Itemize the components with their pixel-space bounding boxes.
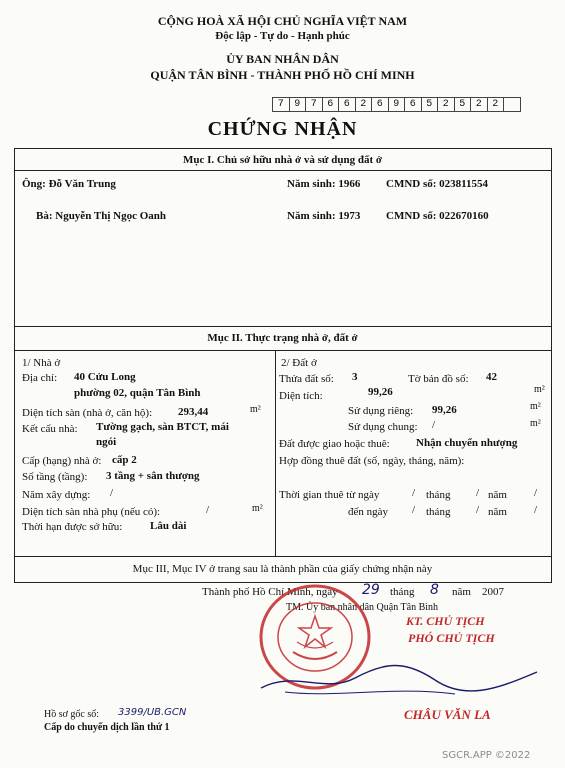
structure-line1: Tường gạch, sàn BTCT, mái — [96, 421, 229, 433]
country-name: CỘNG HOÀ XÃ HỘI CHỦ NGHĨA VIỆT NAM — [157, 14, 408, 28]
motto: Độc lập - Tự do - Hạnh phúc — [215, 30, 350, 42]
address-line1: 40 Cửu Long — [74, 371, 136, 383]
lease-to-label: đến ngày — [348, 506, 389, 518]
floor-area-unit: m² — [250, 404, 261, 415]
serial-digit: 9 — [290, 97, 307, 112]
address-label: Địa chỉ: — [22, 372, 58, 384]
year-label: năm — [452, 586, 471, 598]
lease-from-month-label: tháng — [426, 489, 451, 501]
issue-note: Cấp do chuyển dịch lần thứ 1 — [44, 722, 170, 733]
date-year: 2007 — [482, 586, 504, 598]
serial-digit: 6 — [372, 97, 389, 112]
private-use-value: 99,26 — [432, 404, 457, 416]
serial-digit: 2 — [471, 97, 488, 112]
lease-to-month: / — [476, 504, 480, 516]
lease-to-year: / — [534, 504, 538, 516]
serial-number — [272, 97, 521, 112]
serial-digit: 5 — [455, 97, 472, 112]
aux-area-unit: m² — [252, 503, 263, 514]
aux-area-value: / — [206, 504, 210, 516]
record-label: Hồ sơ gốc số: — [44, 709, 100, 720]
map-label: Tờ bản đồ số: — [408, 373, 469, 385]
common-use-unit: m² — [530, 418, 541, 429]
land-area-label: Diện tích: — [279, 390, 323, 402]
lease-to-month-label: tháng — [426, 506, 451, 518]
owner2-id: CMND số: 022670160 — [386, 210, 489, 222]
serial-digit: 7 — [306, 97, 323, 112]
year-built-value: / — [110, 487, 114, 499]
lease-from-year: / — [534, 487, 538, 499]
common-use-value: / — [432, 419, 436, 431]
land-title: 2/ Đất ở — [281, 357, 317, 369]
owner2-birth: Năm sinh: 1973 — [287, 210, 361, 222]
lease-to-year-label: năm — [488, 506, 507, 518]
serial-digit: 6 — [405, 97, 422, 112]
month-label: tháng — [390, 586, 415, 598]
watermark: SGCR.APP ©2022 — [442, 750, 531, 761]
lease-from-year-label: năm — [488, 489, 507, 501]
kt-chairman: KT. CHỦ TỊCH — [406, 614, 485, 628]
owner2-name: Bà: Nguyễn Thị Ngọc Oanh — [36, 210, 166, 222]
owner1-birth: Năm sinh: 1966 — [287, 178, 361, 190]
lease-from-month: / — [476, 487, 480, 499]
grade-label: Cấp (hạng) nhà ở: — [22, 455, 102, 467]
serial-digit: 2 — [488, 97, 505, 112]
lease-to-day: / — [412, 504, 416, 516]
owner1-name: Ông: Đỗ Văn Trung — [22, 178, 116, 190]
city-date-label: Thành phố Hồ Chí Minh, ngày — [202, 586, 338, 598]
owner1-id: CMND số: 023811554 — [386, 178, 489, 190]
signer-name: CHÂU VĂN LA — [404, 707, 491, 722]
serial-digit: 2 — [356, 97, 373, 112]
org-name: ỦY BAN NHÂN DÂN — [226, 52, 339, 66]
term-label: Thời hạn được sở hữu: — [22, 521, 123, 533]
serial-digit: 5 — [422, 97, 439, 112]
serial-digit: 7 — [272, 97, 290, 112]
district-name: QUẬN TÂN BÌNH - THÀNH PHỐ HỒ CHÍ MINH — [150, 68, 415, 82]
floors-value: 3 tầng + sân thượng — [106, 470, 200, 482]
lease-from-day: / — [412, 487, 416, 499]
sign-for: TM. Ủy ban nhân dân Quận Tân Bình — [286, 602, 439, 613]
private-use-unit: m² — [530, 401, 541, 412]
address-line2: phường 02, quận Tân Bình — [74, 387, 201, 399]
floor-area-value: 293,44 — [178, 406, 209, 418]
section1-heading: Mục I. Chủ sở hữu nhà ở và sử dụng đất ở — [183, 154, 382, 166]
lease-from-label: Thời gian thuê từ ngày — [279, 489, 380, 501]
serial-digit: 2 — [438, 97, 455, 112]
house-title: 1/ Nhà ở — [22, 357, 61, 369]
lease-contract-label: Hợp đồng thuê đất (số, ngày, tháng, năm): — [279, 455, 465, 467]
plot-label: Thửa đất số: — [279, 373, 334, 385]
origin-value: Nhận chuyển nhượng — [416, 437, 518, 449]
aux-area-label: Diện tích sàn nhà phụ (nếu có): — [22, 506, 161, 518]
vice-chairman: PHÓ CHỦ TỊCH — [408, 631, 495, 645]
date-month: 8 — [430, 582, 439, 598]
structure-label: Kết cấu nhà: — [22, 423, 78, 435]
common-use-label: Sử dụng chung: — [348, 421, 418, 433]
map-value: 42 — [486, 371, 497, 383]
private-use-label: Sử dụng riêng: — [348, 405, 414, 417]
grade-value: cấp 2 — [112, 454, 137, 466]
serial-digit — [504, 97, 521, 112]
serial-digit: 6 — [339, 97, 356, 112]
page-title: CHỨNG NHẬN — [207, 118, 358, 140]
year-built-label: Năm xây dựng: — [22, 489, 91, 501]
land-area-value: 99,26 — [368, 386, 393, 398]
floor-area-label: Diện tích sàn (nhà ở, căn hộ): — [22, 407, 153, 419]
signature — [255, 650, 545, 700]
date-day: 29 — [362, 582, 380, 598]
structure-line2: ngói — [96, 436, 117, 448]
origin-label: Đất được giao hoặc thuê: — [279, 438, 390, 450]
plot-value: 3 — [352, 371, 358, 383]
term-value: Lâu dài — [150, 520, 187, 532]
section2-heading: Mục II. Thực trạng nhà ở, đất ở — [207, 332, 358, 344]
serial-digit: 6 — [323, 97, 340, 112]
floors-label: Số tầng (tầng): — [22, 471, 88, 483]
land-area-unit: m² — [534, 384, 545, 395]
sections-note: Mục III, Mục IV ở trang sau là thành phần của giấy chứng nhận này — [132, 563, 433, 575]
record-number: 3399/UB.GCN — [118, 707, 187, 718]
serial-digit: 9 — [389, 97, 406, 112]
